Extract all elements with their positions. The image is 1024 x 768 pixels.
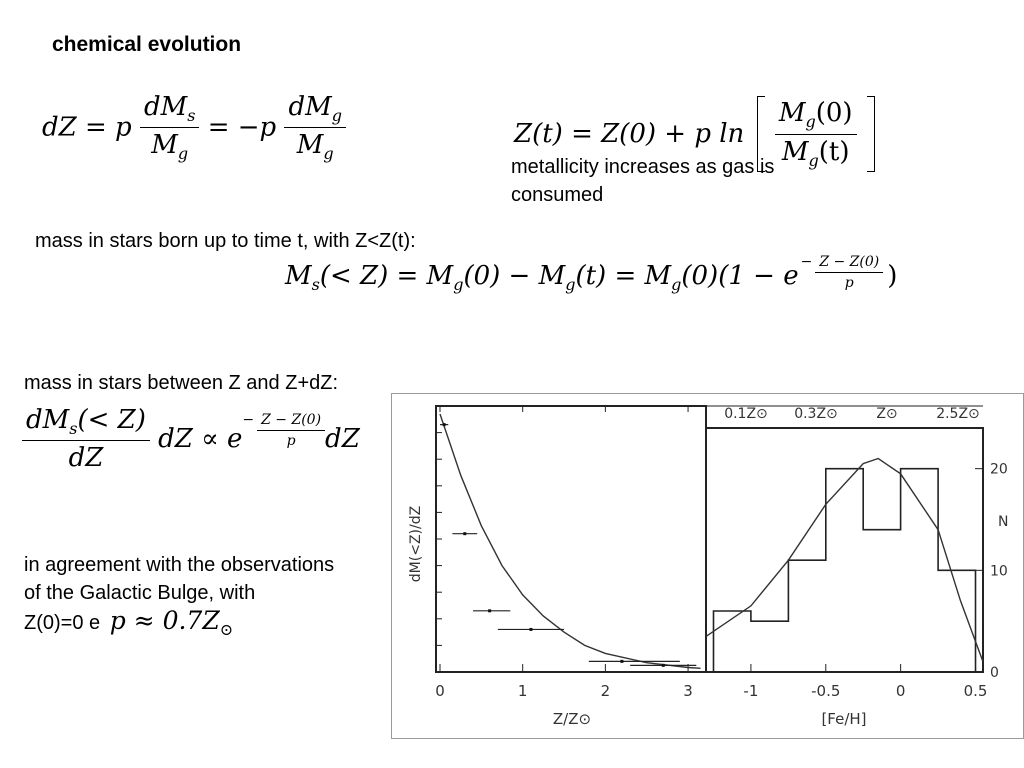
left-data-point [443,423,446,426]
left-data-point [662,664,665,667]
right-top-axis-label: Z⊙ [876,406,898,422]
right-top-axis-label: 2.5Z⊙ [936,406,980,422]
eq-sub: s [311,275,320,295]
eq-text: dM [26,405,70,435]
right-fit-curve [706,459,983,662]
right-plot-layer [706,406,1008,728]
right-y-tick-label: 20 [990,461,1008,478]
right-top-axis-label: 0.3Z⊙ [794,406,838,422]
eq-text: (t) = M [575,261,672,291]
fraction-dms-mg [140,92,199,163]
note-line: metallicity increases as gas is [511,156,775,178]
eq-text: dZ [325,424,360,455]
equation-dz [42,92,346,163]
eq-text: M [151,130,178,161]
p-approx-formula [109,606,234,639]
right-panel-frame [706,428,983,672]
equation-ms [285,254,897,294]
right-x-tick-label: -0.5 [811,682,841,700]
left-model-curve [440,414,701,668]
eq-text: (0) [815,98,853,129]
bulge-figure [391,393,1024,739]
sun-symbol: ⊙ [219,620,234,639]
bracket-right [867,96,875,172]
left-x-axis-label: Z/Z⊙ [552,710,592,728]
fraction-dmg-mg [284,92,346,163]
eq-sub: g [808,150,819,170]
note-line: consumed [511,184,604,206]
eq-text: dM [143,92,188,122]
eq-sub: g [177,144,189,164]
note-line: Z(0)=0 e [24,612,101,634]
right-y-tick-label: 10 [990,563,1008,580]
exponent: − Z − Z(0) p [801,254,884,291]
eq-sub: s [69,419,78,439]
left-x-tick-label: 1 [517,682,528,700]
eq-sub: g [453,275,464,295]
eq-text: dZ [68,443,104,474]
label-mass-between: mass in stars between Z and Z+dZ: [24,372,339,394]
left-plot-layer [408,406,701,728]
exp-den: p [844,275,854,291]
fraction-dms-dz [22,405,150,473]
eq-sub: s [187,106,196,126]
eq-sub: g [323,144,334,164]
left-x-tick-label: 3 [683,682,693,700]
note-agreement [24,551,334,644]
eq-sub: g [805,112,816,132]
page-title: chemical evolution [52,33,242,56]
exponent: − Z − Z(0) p [242,412,325,449]
eq-text: (t) [818,136,850,167]
eq-text: p ≈ 0.7Z [109,606,220,635]
left-data-point [529,628,532,631]
eq-text: (0)(1 − e [681,261,799,291]
right-x-tick-label: -1 [743,682,759,700]
eq-text: dM [288,92,332,122]
eq-text: Z(t) = Z(0) + p ln [514,119,745,149]
note-metallicity [511,153,774,209]
eq-sub: g [671,275,682,295]
eq-sub: g [565,275,576,295]
eq-text: M [285,261,312,291]
eq-sub: g [331,106,342,126]
left-x-tick-label: 0 [435,682,445,700]
right-top-axis-label: 0.1Z⊙ [724,406,768,422]
eq-text: dZ = p [42,112,132,143]
label-mass-up-to-t: mass in stars born up to time t, with Z<Z(t): [35,230,416,252]
left-data-point [488,609,491,612]
fraction-mg0-mgt [775,98,857,169]
eq-text: (< Z) [77,405,146,435]
exp-num: Z − Z(0) [257,412,325,431]
exp-num: Z − Z(0) [815,254,883,273]
eq-text: (< Z) = M [319,261,454,291]
right-x-axis-label: [Fe/H] [821,710,867,728]
right-y-axis-label: N [998,514,1009,530]
note-line: in agreement with the observations [24,554,335,576]
left-y-axis-label: dM(<Z)/dZ [408,505,424,583]
eq-text: = −p [207,112,277,143]
eq-text: ) [887,261,898,291]
left-panel-frame [436,406,706,672]
left-x-tick-label: 2 [600,682,611,700]
bulge-figure-svg [392,394,1023,738]
right-y-tick-label: 0 [990,665,999,681]
eq-text: M [296,130,324,161]
eq-text: (0) − M [463,261,566,291]
note-line: of the Galactic Bulge, with [24,582,256,604]
right-histogram [713,469,975,672]
eq-text: dZ ∝ e [158,424,243,455]
note-line-with-formula [24,607,334,644]
left-data-point [463,532,466,535]
eq-text: M [778,98,806,129]
eq-text: M [781,136,809,167]
left-data-point [620,660,623,663]
equation-dms-dz [22,405,360,473]
right-x-tick-label: 0.5 [963,682,988,700]
exp-den: p [286,433,296,450]
right-x-tick-label: 0 [895,682,906,700]
